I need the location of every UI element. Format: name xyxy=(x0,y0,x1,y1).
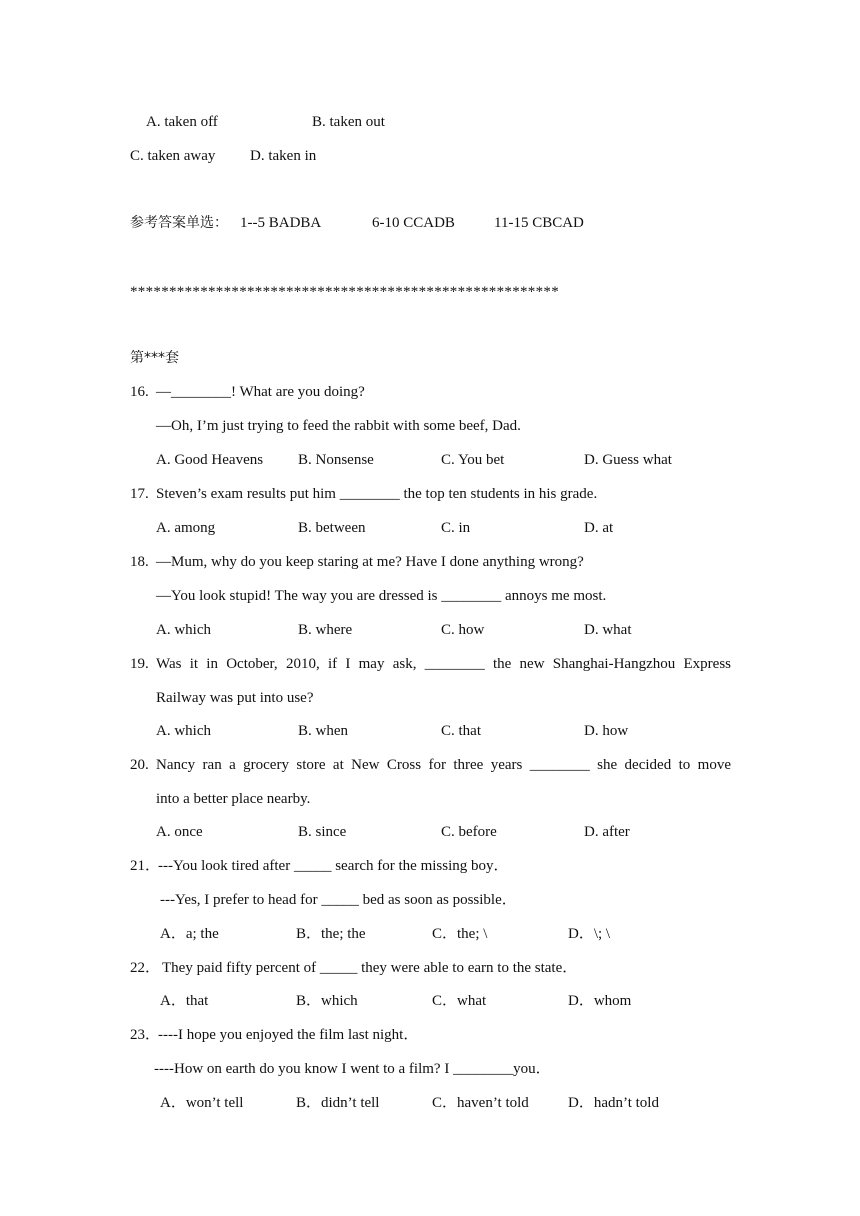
option-c: C. that xyxy=(441,723,481,739)
option-c: C．haven’t told xyxy=(432,1095,529,1111)
option-c: C．what xyxy=(432,993,487,1009)
answer-key-group-1: 1--5 BADBA xyxy=(240,215,322,231)
option-d: D. how xyxy=(584,723,629,739)
option-b: B. since xyxy=(298,824,347,840)
separator-line: ******************************************************* xyxy=(130,284,559,300)
option-c: C. You bet xyxy=(441,452,505,468)
question-text: ---You look tired after _____ search for the missing boy． xyxy=(158,858,509,874)
question-text: Steven’s exam results put him ________ the top ten students in his grade. xyxy=(156,486,598,502)
option-d: D. Guess what xyxy=(584,452,672,468)
option-d: D．\; \ xyxy=(568,926,611,942)
option-d: D. after xyxy=(584,824,630,840)
option-d: D．whom xyxy=(568,993,632,1009)
option-c: C. how xyxy=(441,622,485,638)
option-b: B. where xyxy=(298,622,353,638)
prev-option-b: B. taken out xyxy=(312,114,385,130)
question-number: 22． xyxy=(130,960,161,976)
option-a: A. Good Heavens xyxy=(156,452,264,468)
option-c: C. before xyxy=(441,824,497,840)
question-text: into a better place nearby. xyxy=(156,791,311,807)
option-a: A．that xyxy=(160,993,209,1009)
question-number: 17. xyxy=(130,486,149,502)
question-number: 23． xyxy=(130,1027,161,1043)
option-b: B. between xyxy=(298,520,366,536)
question-text: They paid fifty percent of _____ they were able to earn to the state． xyxy=(162,960,578,976)
question-text: ----How on earth do you know I went to a film? I ________you． xyxy=(154,1061,551,1077)
question-text: ----I hope you enjoyed the film last night． xyxy=(158,1027,419,1043)
option-a: A．a; the xyxy=(160,926,219,942)
option-a: A．won’t tell xyxy=(160,1095,244,1111)
option-b: B．didn’t tell xyxy=(296,1095,380,1111)
option-b: B. when xyxy=(298,723,348,739)
question-number: 21． xyxy=(130,858,161,874)
question-text: Nancy ran a grocery store at New Cross for three years ________ she decided to move xyxy=(156,757,731,773)
question-text: —________! What are you doing? xyxy=(156,384,365,400)
question-number: 20. xyxy=(130,757,149,773)
answer-key-group-3: 11-15 CBCAD xyxy=(494,215,584,231)
option-b: B. Nonsense xyxy=(298,452,374,468)
question-number: 16. xyxy=(130,384,149,400)
option-a: A. which xyxy=(156,723,211,739)
option-b: B．the; the xyxy=(296,926,366,942)
question-text: —Oh, I’m just trying to feed the rabbit with some beef, Dad. xyxy=(156,418,521,434)
question-text: Was it in October, 2010, if I may ask, ________ the new Shanghai-Hangzhou Express xyxy=(156,656,731,672)
question-text: —You look stupid! The way you are dressed is ________ annoys me most. xyxy=(156,588,607,604)
option-a: A. which xyxy=(156,622,211,638)
set-title: 第***套 xyxy=(130,350,179,366)
option-a: A. among xyxy=(156,520,216,536)
option-c: C．the; \ xyxy=(432,926,488,942)
question-number: 18. xyxy=(130,554,149,570)
prev-option-c: C. taken away xyxy=(130,148,216,164)
option-d: D. at xyxy=(584,520,614,536)
question-text: Railway was put into use? xyxy=(156,690,314,706)
question-text: —Mum, why do you keep staring at me? Have I done anything wrong? xyxy=(156,554,584,570)
option-c: C. in xyxy=(441,520,471,536)
option-b: B．which xyxy=(296,993,358,1009)
answer-key-group-2: 6-10 CCADB xyxy=(372,215,455,231)
question-text: ---Yes, I prefer to head for _____ bed as soon as possible． xyxy=(160,892,517,908)
question-number: 19. xyxy=(130,656,149,672)
prev-option-a: A. taken off xyxy=(146,114,218,130)
option-d: D. what xyxy=(584,622,632,638)
prev-option-d: D. taken in xyxy=(250,148,317,164)
option-d: D．hadn’t told xyxy=(568,1095,659,1111)
answer-key-label: 参考答案单选： xyxy=(130,215,228,231)
option-a: A. once xyxy=(156,824,203,840)
